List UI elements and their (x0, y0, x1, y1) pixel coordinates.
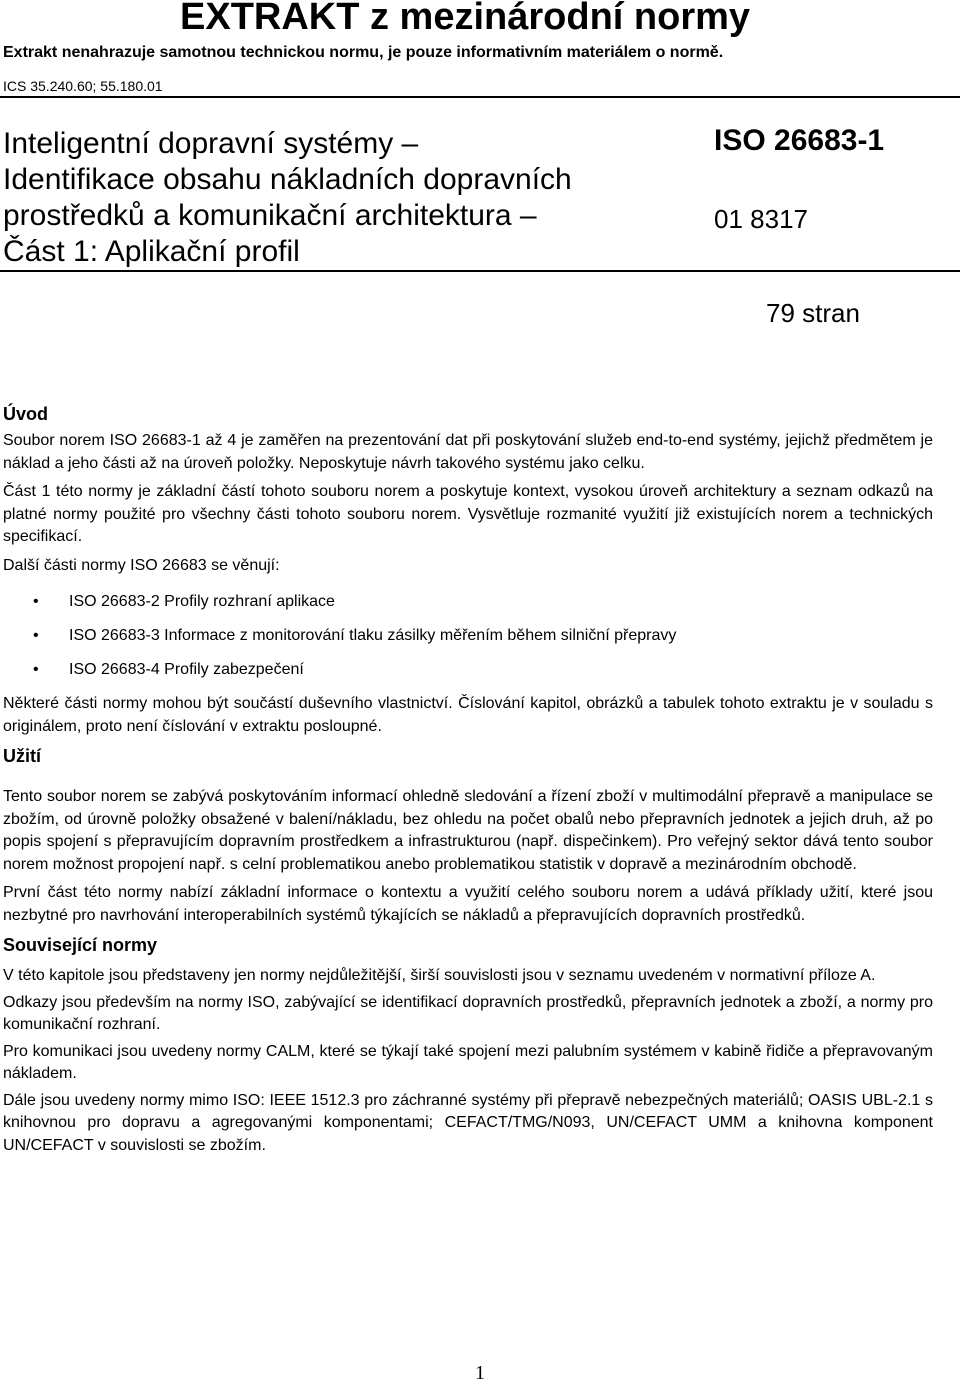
bullet-icon: • (33, 593, 39, 610)
standard-number: ISO 26683-1 (714, 124, 885, 157)
paragraph: Soubor norem ISO 26683-1 až 4 je zaměřen na prezentování dat při poskytování služeb end-to-end systémy, jejichž předmětem je náklad a jeho části až na úroveň položky. Neposkytuje návrh takového systému jako celku. (3, 432, 933, 472)
paragraph: V této kapitole jsou představeny jen normy nejdůležitější, širší souvislosti jsou v seznamu uvedeném v normativní příloze A. (3, 967, 876, 984)
paragraph: Pro komunikaci jsou uvedeny normy CALM, které se týkají také spojení mezi palubním systémem v kabině řidiče a přepravovaným nákladem. (3, 1042, 933, 1082)
paragraph: Odkazy jsou především na normy ISO, zabývající se identifikací dopravních prostředků, přepravních jednotek a zboží, a normy pro komunikační rozhraní. (3, 993, 933, 1033)
disclaimer-text: Extrakt nenahrazuje samotnou technickou normu, je pouze informativním materiálem o normě. (3, 44, 724, 61)
paragraph: První část této normy nabízí základní informace o kontextu a využití celého souboru norem a udává příklady užití, které jsou nezbytné pro navrhování interoperabilních systémů týkajících se nákladů a přepravujících dopravních prostředků. (3, 884, 933, 924)
section-heading-uvod: Úvod (3, 404, 48, 424)
paragraph: Další části normy ISO 26683 se věnují: (3, 556, 280, 574)
bullet-icon: • (33, 627, 39, 644)
list-item-text: ISO 26683-2 Profily rozhraní aplikace (69, 593, 335, 610)
document-body (3, 402, 933, 1161)
catalog-number: 01 8317 (714, 204, 808, 234)
page-number: 1 (475, 1362, 485, 1384)
bullet-icon: • (33, 661, 39, 678)
page-count: 79 stran (766, 298, 860, 328)
standard-title (3, 126, 663, 270)
standard-title-line: Identifikace obsahu nákladních dopravních (3, 163, 572, 196)
list-item (3, 591, 933, 613)
standard-title-line: Část 1: Aplikační profil (3, 235, 300, 268)
title-divider (0, 270, 960, 272)
list-item (3, 659, 933, 681)
paragraph: Dále jsou uvedeny normy mimo ISO: IEEE 1512.3 pro záchranné systémy při přepravě nebezpečných materiálů; OASIS UBL-2.1 s knihovnou pro dopravu a agregovanými komponentami; CEFACT/TMG/N093, UN/CEFACT UMM a knihovna komponent UN/CEFACT v souvislosti se zbožím. (3, 1091, 933, 1154)
top-divider (0, 96, 960, 98)
extract-title: EXTRAKT z mezinárodní normy (180, 0, 751, 38)
standard-title-line: Inteligentní dopravní systémy – (3, 127, 419, 160)
ics-code: ICS 35.240.60; 55.180.01 (3, 78, 163, 94)
section-heading-uziti: Užití (3, 746, 41, 766)
standard-title-line: prostředků a komunikační architektura – (3, 199, 537, 232)
paragraph: Část 1 této normy je základní částí tohoto souboru norem a poskytuje kontext, vysokou úroveň architektury a seznam odkazů na platné normy použité pro všechny části tohoto souboru norem. Vysvětluje rozmanité využití již existujících norem a technických specifikací. (3, 483, 933, 545)
section-heading-souvisejici: Související normy (3, 935, 158, 955)
paragraph: Některé části normy mohou být součástí duševního vlastnictví. Číslování kapitol, obrázků a tabulek tohoto extraktu je v souladu s originálem, proto není číslování v extraktu posloupné. (3, 695, 933, 735)
paragraph: Tento soubor norem se zabývá poskytováním informací ohledně sledování a řízení zboží v multimodální přepravě a manipulace se zbožím, od úrovně položky obsažené v balení/nákladu, bez ohledu na počet obalů nebo přepravních jednotek a jejich druh, až po popis spojení s přepravujícím dopravním prostředkem a infrastrukturou (např. dispečinkem). Pro veřejný sektor dává tento soubor norem možnost propojení např. s celní problematikou anebo problematikou statistik v dopravě a mezinárodním obchodě. (3, 788, 933, 873)
list-item-text: ISO 26683-3 Informace z monitorování tlaku zásilky měřením během silniční přepravy (69, 627, 677, 644)
list-item-text: ISO 26683-4 Profily zabezpečení (69, 661, 304, 678)
parts-list (3, 591, 933, 681)
list-item (3, 625, 933, 647)
related-standards-section (3, 965, 933, 1157)
